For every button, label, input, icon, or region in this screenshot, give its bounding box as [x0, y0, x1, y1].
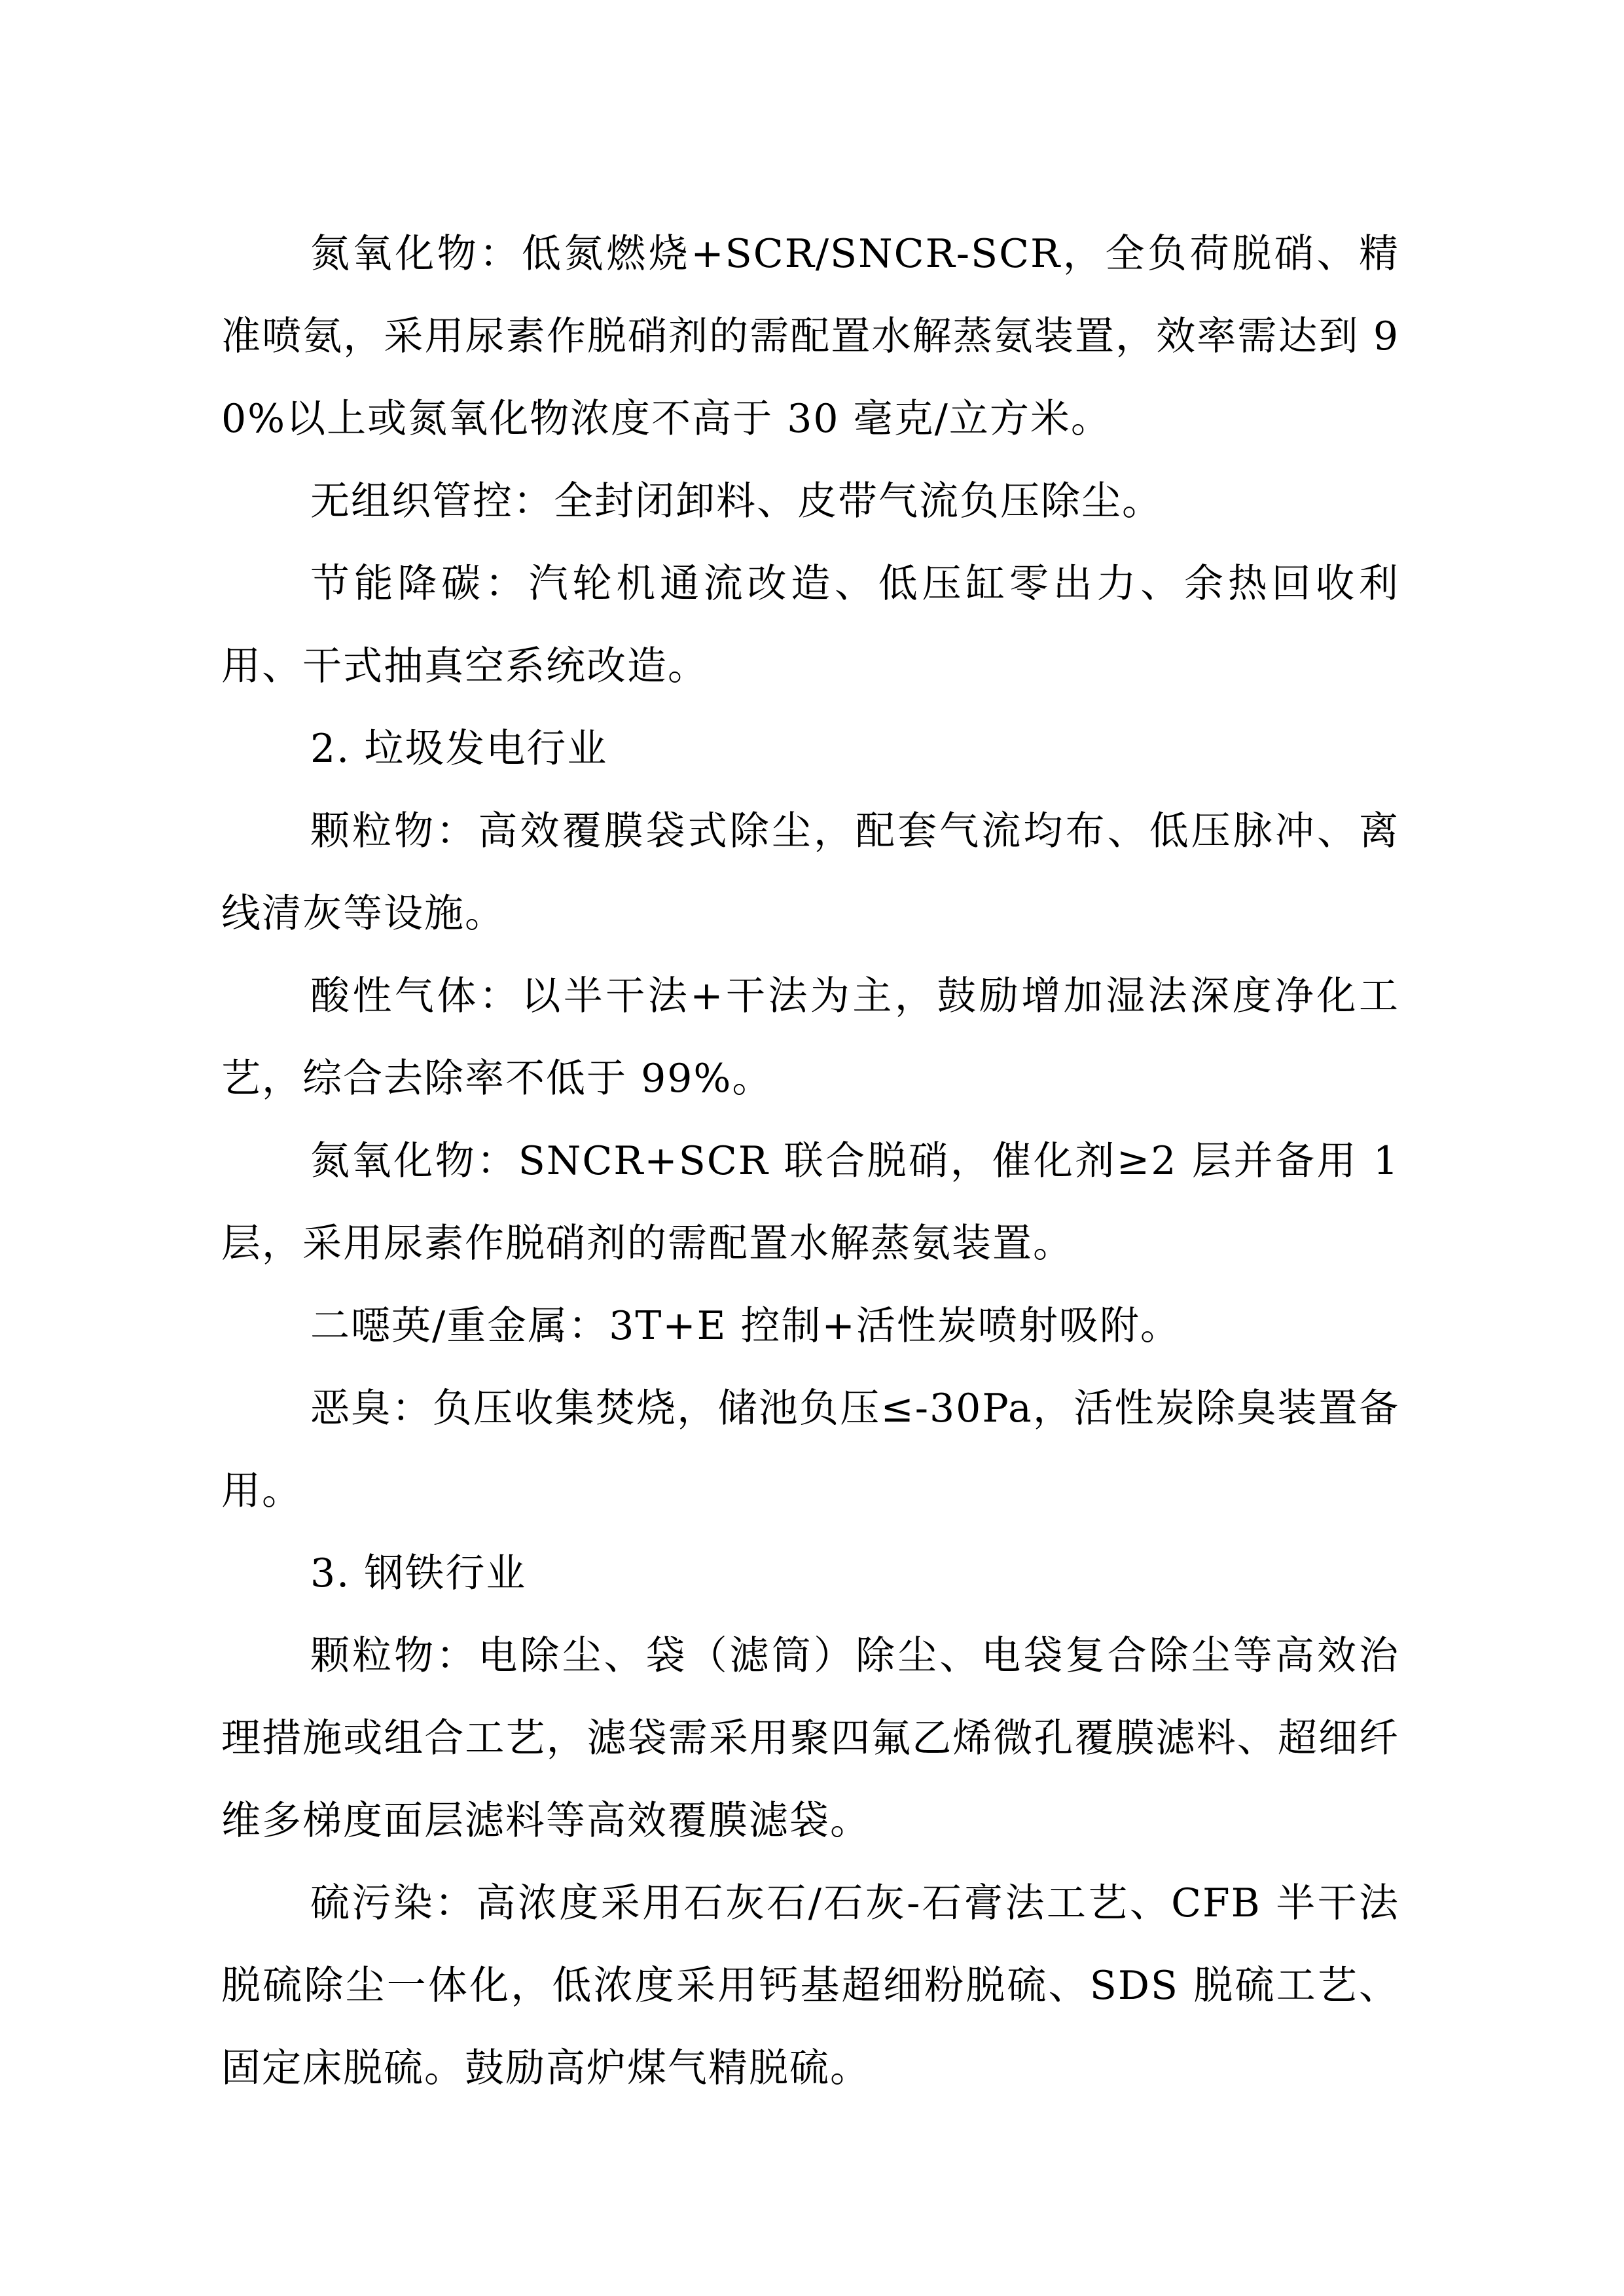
paragraph-dioxin-metal: 二噁英/重金属：3T+E 控制+活性炭喷射吸附。	[310, 1303, 1181, 1349]
paragraph-energy-carbon: 节能降碳：汽轮机通流改造、低压缸零出力、余热回收利用、干式抽真空系统改造。	[221, 561, 1399, 689]
document-body	[221, 213, 1399, 2109]
section-heading-waste-power: 2. 垃圾发电行业	[310, 726, 608, 772]
paragraph-acid-gas: 酸性气体：以半干法+干法为主，鼓励增加湿法深度净化工艺，综合去除率不低于 99%。	[221, 973, 1399, 1102]
paragraph-particulate-waste: 颗粒物：高效覆膜袋式除尘，配套气流均布、低压脉冲、离线清灰等设施。	[221, 808, 1399, 937]
paragraph-nox-waste: 氮氧化物：SNCR+SCR 联合脱硝，催化剂≥2 层并备用 1 层，采用尿素作脱硝剂的需配置水解蒸氨装置。	[221, 1138, 1399, 1266]
section-heading-steel: 3. 钢铁行业	[310, 1551, 527, 1596]
paragraph-fugitive-control: 无组织管控：全封闭卸料、皮带气流负压除尘。	[310, 478, 1163, 524]
paragraph-sulfur: 硫污染：高浓度采用石灰石/石灰-石膏法工艺、CFB 半干法脱硫除尘一体化，低浓度采用钙基超细粉脱硫、SDS 脱硫工艺、固定床脱硫。鼓励高炉煤气精脱硫。	[221, 1880, 1399, 2091]
paragraph-nox-power: 氮氧化物：低氮燃烧+SCR/SNCR-SCR，全负荷脱硝、精准喷氨，采用尿素作脱硝剂的需配置水解蒸氨装置，效率需达到 90%以上或氮氧化物浓度不高于 30 毫克/立方米。	[221, 231, 1399, 442]
paragraph-odor: 恶臭：负压收集焚烧，储池负压≤-30Pa，活性炭除臭装置备用。	[221, 1386, 1399, 1514]
paragraph-particulate-steel: 颗粒物：电除尘、袋（滤筒）除尘、电袋复合除尘等高效治理措施或组合工艺，滤袋需采用聚四氟乙烯微孔覆膜滤料、超细纤维多梯度面层滤料等高效覆膜滤袋。	[221, 1633, 1399, 1844]
